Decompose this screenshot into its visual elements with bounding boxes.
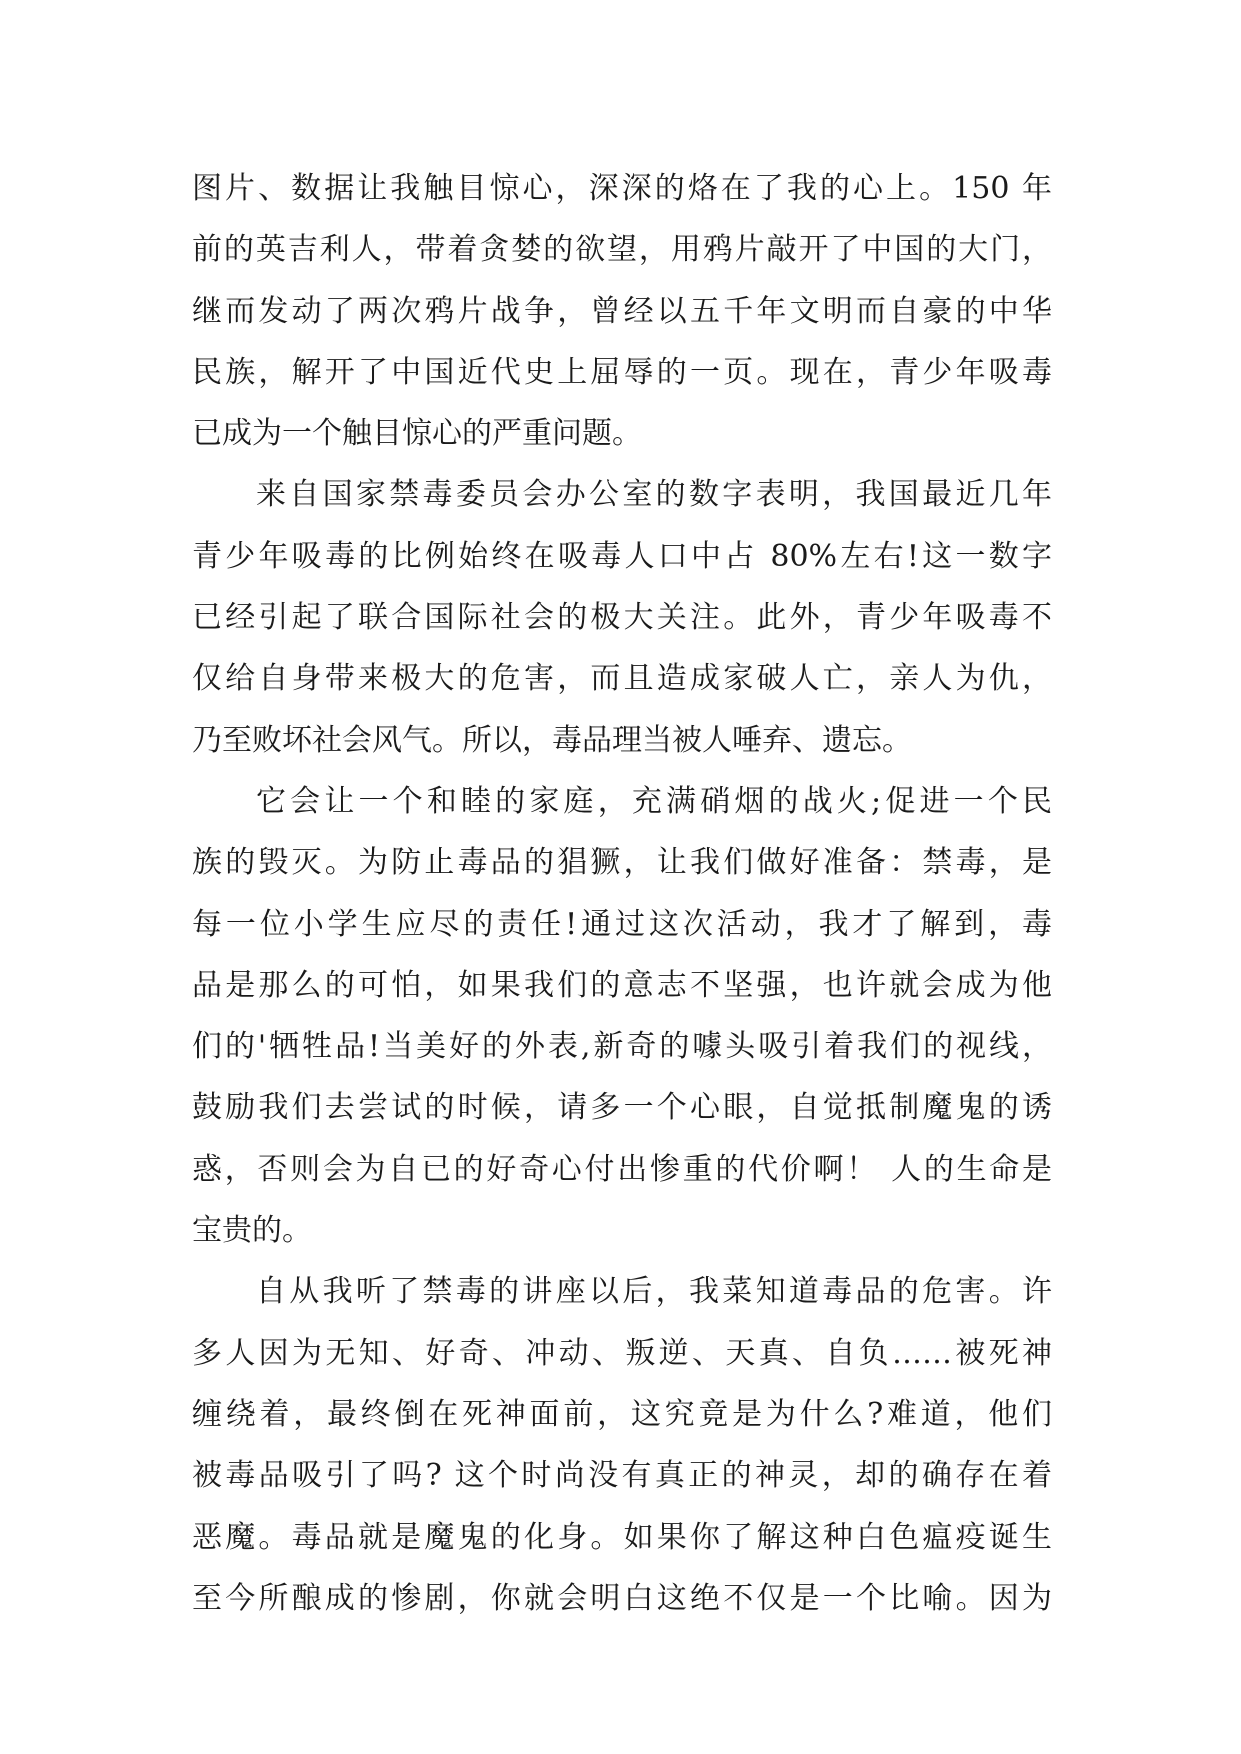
text-line: 被毒品吸引了吗? 这个时尚没有真正的神灵，却的确存在着 (192, 1458, 1052, 1494)
text-line: 缠绕着，最终倒在死神面前，这究竟是为什么?难道，他们 (192, 1396, 1052, 1432)
text-line: 前的英吉利人，带着贪婪的欲望，用鸦片敲开了中国的大门， (192, 232, 1052, 268)
text-line: 来自国家禁毒委员会办公室的数字表明，我国最近几年 (256, 477, 1052, 513)
text-line: 继而发动了两次鸦片战争，曾经以五千年文明而自豪的中华 (192, 293, 1052, 329)
text-line: 图片、数据让我触目惊心，深深的烙在了我的心上。150 年 (192, 171, 1052, 206)
text-line: 自从我听了禁毒的讲座以后，我菜知道毒品的危害。许 (256, 1274, 1052, 1310)
text-line: 仅给自身带来极大的危害，而且造成家破人亡，亲人为仇， (192, 661, 1052, 697)
text-line: 至今所酿成的惨剧，你就会明白这绝不仅是一个比喻。因为 (192, 1580, 1052, 1616)
text-line: 恶魔。毒品就是魔鬼的化身。如果你了解这种白色瘟疫诞生 (192, 1519, 1052, 1555)
text-line: 品是那么的可怕，如果我们的意志不坚强，也许就会成为他 (192, 967, 1052, 1003)
text-line: 多人因为无知、好奇、冲动、叛逆、天真、自负……被死神 (192, 1335, 1052, 1371)
text-line: 民族，解开了中国近代史上屈辱的一页。现在，青少年吸毒 (192, 354, 1052, 390)
text-line: 已成为一个触目惊心的严重问题。 (192, 416, 642, 452)
text-line: 它会让一个和睦的家庭，充满硝烟的战火;促进一个民 (256, 783, 1052, 819)
text-line: 乃至败坏社会风气。所以，毒品理当被人唾弃、遗忘。 (192, 722, 912, 758)
document-body (192, 158, 1052, 1629)
text-line: 宝贵的。 (192, 1213, 312, 1249)
text-line: 鼓励我们去尝试的时候，请多一个心眼，自觉抵制魔鬼的诱 (192, 1090, 1052, 1126)
text-line: 族的毁灭。为防止毒品的猖獗，让我们做好准备：禁毒，是 (192, 845, 1052, 881)
text-line: 每一位小学生应尽的责任!通过这次活动，我才了解到，毒 (192, 906, 1052, 942)
text-line: 青少年吸毒的比例始终在吸毒人口中占 80%左右!这一数字 (192, 538, 1052, 574)
text-line: 已经引起了联合国际社会的极大关注。此外，青少年吸毒不 (192, 600, 1052, 636)
text-line: 惑，否则会为自已的好奇心付出惨重的代价啊！ 人的生命是 (192, 1151, 1052, 1187)
text-line: 们的'牺牲品!当美好的外表,新奇的噱头吸引着我们的视线， (192, 1029, 1052, 1065)
